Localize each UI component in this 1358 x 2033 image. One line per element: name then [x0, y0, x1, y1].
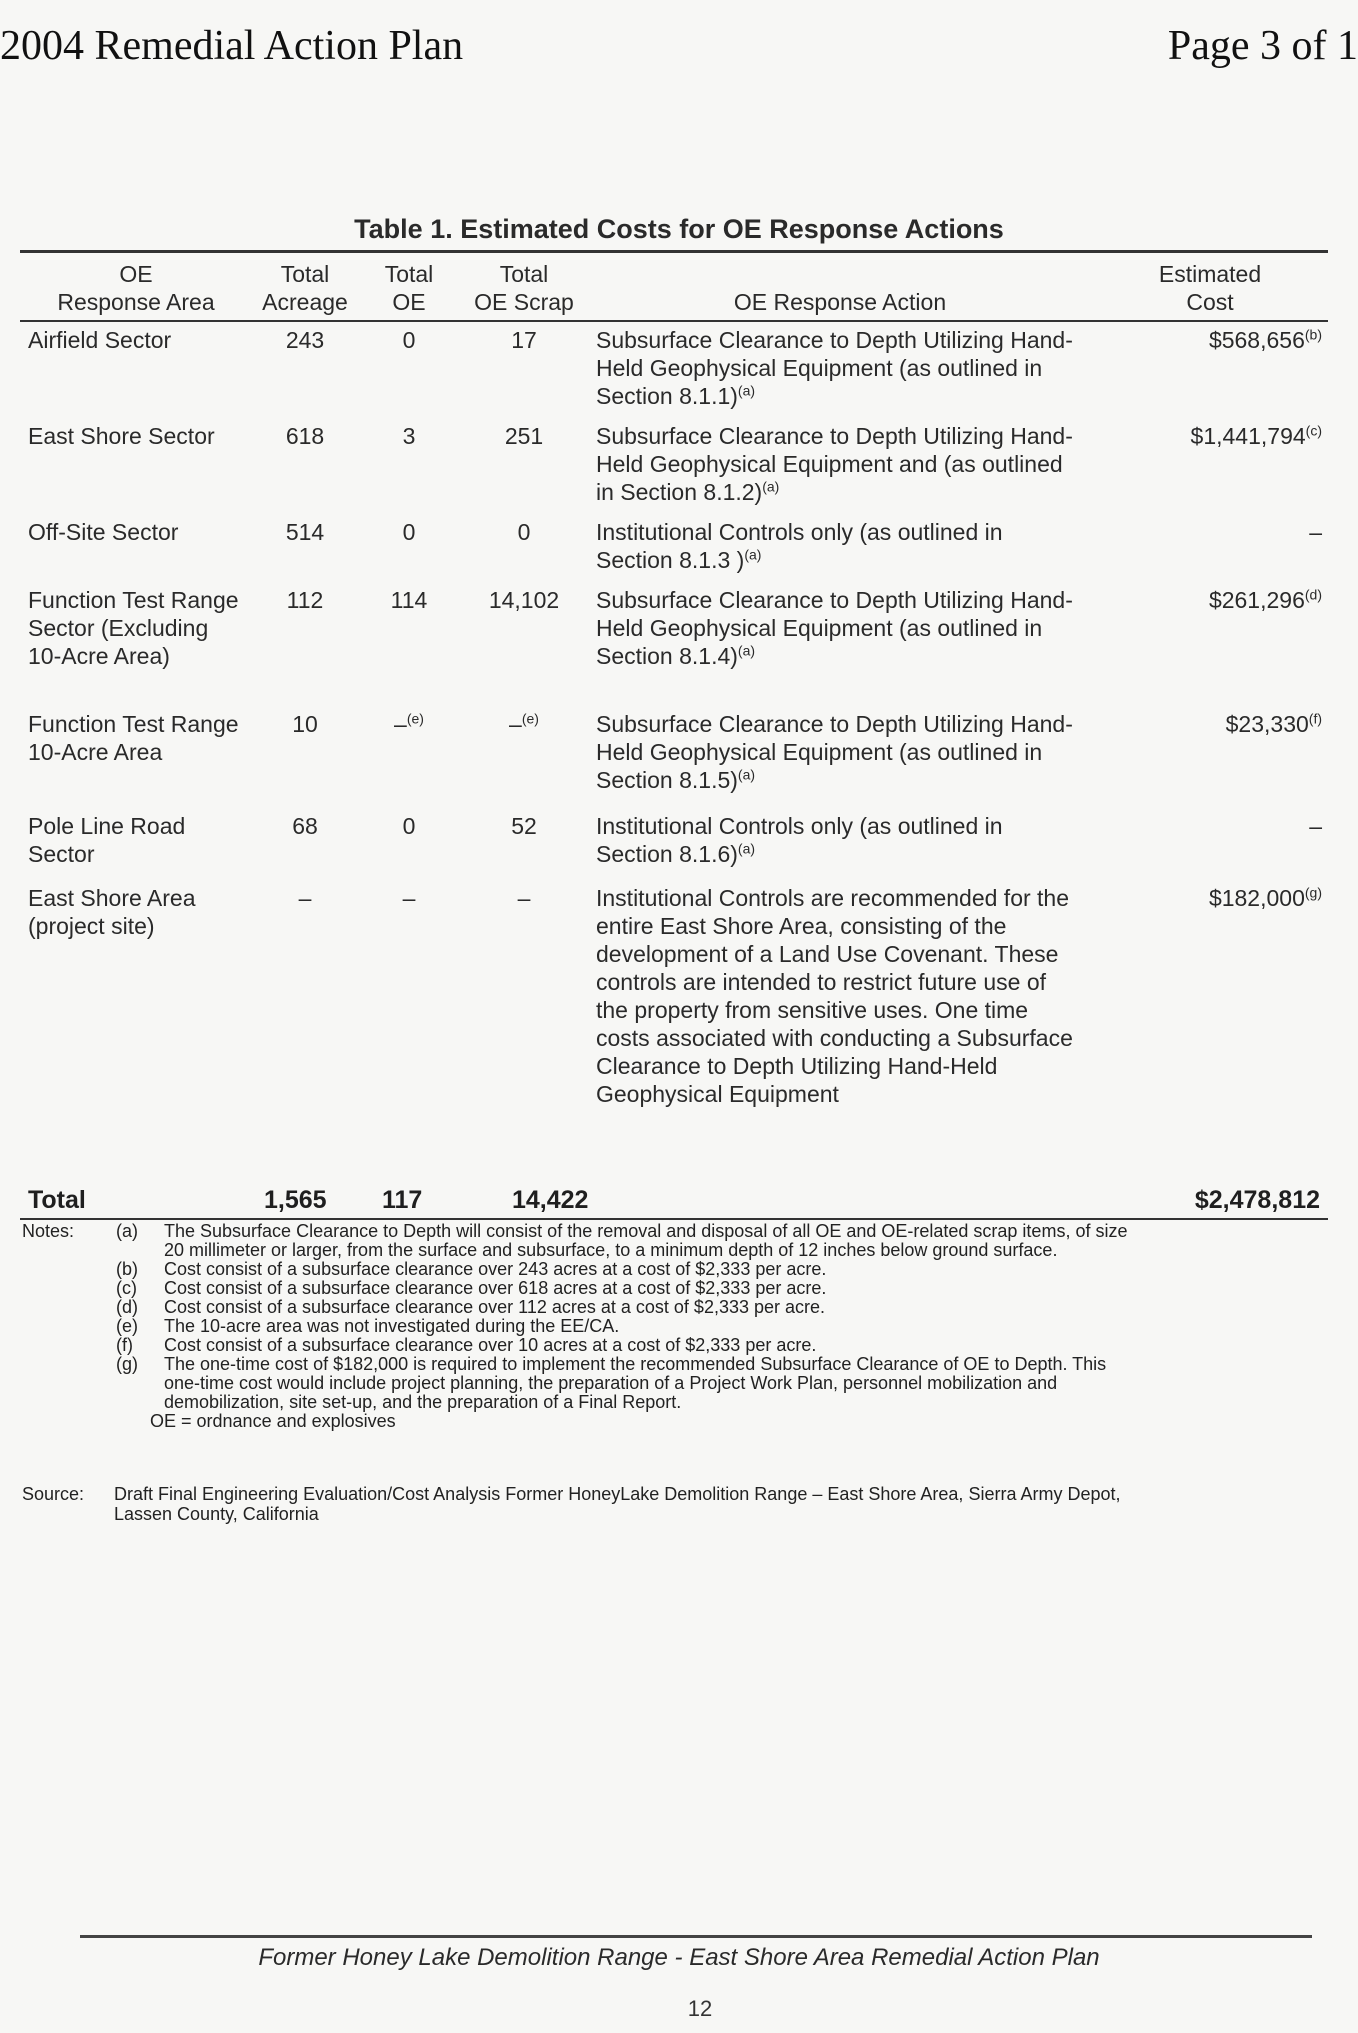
- table-title: Table 1. Estimated Costs for OE Response Actions: [354, 214, 1004, 244]
- cell-scrap: –$^{(e)}$: [509, 710, 539, 737]
- col-header-area: OE Response Area: [57, 261, 215, 315]
- note-text: Cost consist of a subsurface clearance over 112 acres at a cost of $2,333 per acre.: [164, 1297, 826, 1317]
- cell-action: Subsurface Clearance to Depth Utilizing Hand-Held Geophysical Equipment (as outlined in Section 8.1.5)$^{(a)}$: [596, 711, 1073, 793]
- table-row: [22, 512, 1330, 580]
- note-item: [22, 1222, 1322, 1241]
- cell-area: East Shore Area (project site): [28, 885, 196, 939]
- cell-acreage: 618: [285, 423, 325, 449]
- note-text: The one-time cost of $182,000 is required to implement the recommended Subsurface Clearance of OE to Depth. This: [164, 1354, 1107, 1374]
- note-item: [22, 1298, 1322, 1317]
- note-item: [22, 1374, 1322, 1393]
- source-line-1: Draft Final Engineering Evaluation/Cost Analysis Former HoneyLake Demolition Range – East Shore Area, Sierra Army Depot,: [114, 1484, 1121, 1504]
- cell-cost: $1,441,794$^{(c)}$: [1190, 422, 1322, 449]
- footnote-ref: (c): [1305, 422, 1322, 439]
- cell-acreage: 243: [285, 327, 325, 353]
- total-oe: 117: [382, 1186, 423, 1214]
- footnote-ref: (d): [1304, 586, 1322, 603]
- note-item: [22, 1336, 1322, 1355]
- footnote-ref: (a): [762, 478, 780, 495]
- note-key: (d): [116, 1297, 138, 1317]
- note-key: (g): [116, 1354, 138, 1374]
- cell-action: Institutional Controls only (as outlined in Section 8.1.6)$^{(a)}$: [596, 813, 1003, 867]
- note-text: 20 millimeter or larger, from the surface and subsurface, to a minimum depth of 12 inches below ground surface.: [164, 1240, 1058, 1260]
- total-scrap: 14,422: [512, 1186, 589, 1214]
- cell-action: Institutional Controls only (as outlined in Section 8.1.3 )$^{(a)}$: [596, 519, 1003, 573]
- footnote-ref: (e): [521, 710, 539, 727]
- note-text: The 10-acre area was not investigated during the EE/CA.: [164, 1316, 620, 1336]
- cell-area: Off-Site Sector: [28, 519, 179, 545]
- document-header-title: 2004 Remedial Action Plan: [0, 23, 464, 69]
- cell-area: Function Test Range 10-Acre Area: [28, 711, 239, 765]
- col-header-acreage: Total Acreage: [262, 261, 348, 315]
- source-label: Source:: [22, 1484, 85, 1504]
- cell-scrap: 14,102: [488, 587, 560, 613]
- note-key: (e): [116, 1316, 138, 1336]
- cell-oe: 0: [402, 327, 416, 353]
- cell-action: Subsurface Clearance to Depth Utilizing Hand-Held Geophysical Equipment (as outlined in Section 8.1.4)$^{(a)}$: [596, 587, 1073, 669]
- footnote-ref: (a): [737, 840, 756, 857]
- cell-acreage: 514: [285, 519, 325, 545]
- note-key: (a): [116, 1221, 138, 1241]
- page-number: 12: [687, 1996, 713, 2021]
- col-header-scrap: Total OE Scrap: [474, 261, 574, 315]
- cell-area: Pole Line Road Sector: [28, 813, 186, 867]
- col-header-action: OE Response Action: [733, 289, 947, 315]
- cell-action: Institutional Controls are recommended for the entire East Shore Area, consisting of the development of a Land Use Covenant. These controls are intended to restrict future use of the property from sensitive uses. One time costs associated with conducting a Subsurface Clearance to Depth Utilizing Hand-Held Geophysical Equipment: [596, 885, 1073, 1107]
- cell-acreage: 10: [292, 711, 318, 737]
- footnote-ref: (a): [737, 382, 756, 399]
- table-row: [22, 806, 1330, 878]
- cell-area: Airfield Sector: [28, 327, 172, 353]
- cell-acreage: –: [298, 885, 312, 911]
- cell-scrap: 17: [511, 327, 537, 353]
- cell-cost: $261,296$^{(d)}$: [1208, 586, 1322, 613]
- cell-action: Subsurface Clearance to Depth Utilizing Hand-Held Geophysical Equipment and (as outlined in Section 8.1.2)$^{(a)}$: [596, 423, 1073, 505]
- total-row: [22, 1186, 1330, 1220]
- cell-cost: –: [1309, 813, 1322, 839]
- total-label: Total: [28, 1186, 86, 1214]
- note-key: (b): [116, 1259, 138, 1279]
- note-text: one-time cost would include project planning, the preparation of a Project Work Plan, personnel mobilization and: [164, 1373, 1058, 1393]
- footer-rule: [80, 1935, 1312, 1938]
- note-item: [22, 1241, 1322, 1260]
- table-row: [22, 704, 1330, 806]
- total-cost: $2,478,812: [1194, 1186, 1320, 1214]
- cell-oe: 0: [402, 813, 416, 839]
- cell-scrap: 52: [511, 813, 537, 839]
- cell-scrap: 251: [504, 423, 544, 449]
- footnote-ref: (a): [744, 546, 762, 563]
- footnote-ref: (a): [737, 642, 756, 659]
- cell-acreage: 112: [286, 587, 324, 613]
- cell-cost: $23,330$^{(f)}$: [1225, 710, 1322, 737]
- note-key: (f): [116, 1335, 133, 1355]
- note-text: Cost consist of a subsurface clearance over 618 acres at a cost of $2,333 per acre.: [164, 1278, 827, 1298]
- note-text: Cost consist of a subsurface clearance over 243 acres at a cost of $2,333 per acre.: [164, 1259, 827, 1279]
- cell-cost: $568,656$^{(b)}$: [1208, 326, 1322, 353]
- note-key: (c): [116, 1278, 137, 1298]
- footnote-ref: (g): [1304, 884, 1322, 901]
- col-header-cost: Estimated Cost: [1158, 261, 1262, 315]
- cell-oe: 0: [402, 519, 416, 545]
- note-oe-definition: OE = ordnance and explosives: [150, 1411, 396, 1431]
- cell-oe: 3: [402, 423, 416, 449]
- note-text: Cost consist of a subsurface clearance over 10 acres at a cost of $2,333 per acre.: [164, 1335, 817, 1355]
- col-header-oe: Total OE: [384, 261, 434, 315]
- footnote-ref: (a): [737, 766, 756, 783]
- page-indicator: Page 3 of 1: [1167, 23, 1358, 69]
- table-row: [22, 878, 1330, 1148]
- table-row: [22, 416, 1330, 512]
- note-text: demobilization, site set-up, and the preparation of a Final Report.: [164, 1392, 682, 1412]
- notes-section: [22, 1222, 1322, 1431]
- cost-table: [22, 256, 1330, 1148]
- note-item: [22, 1355, 1322, 1374]
- footnote-ref: (b): [1304, 326, 1322, 343]
- total-acreage: 1,565: [264, 1186, 327, 1214]
- note-item: [22, 1393, 1322, 1412]
- footnote-ref: (f): [1308, 710, 1322, 727]
- table-row: [22, 320, 1330, 416]
- cell-area: East Shore Sector: [28, 423, 215, 449]
- cell-scrap: –: [517, 885, 531, 911]
- cell-scrap: 0: [517, 519, 531, 545]
- footnote-ref: (e): [406, 710, 424, 727]
- source-line-2: Lassen County, California: [114, 1504, 319, 1524]
- note-item: [22, 1279, 1322, 1298]
- cell-action: Subsurface Clearance to Depth Utilizing Hand-Held Geophysical Equipment (as outlined in Section 8.1.1)$^{(a)}$: [596, 327, 1073, 409]
- cell-cost: –: [1309, 519, 1322, 545]
- notes-label: Notes:: [22, 1221, 75, 1241]
- note-item: [22, 1317, 1322, 1336]
- footer-title: Former Honey Lake Demolition Range - East Shore Area Remedial Action Plan: [258, 1944, 1100, 1971]
- table-row: [22, 580, 1330, 704]
- cell-acreage: 68: [292, 813, 318, 839]
- cell-area: Function Test Range Sector (Excluding 10-Acre Area): [28, 587, 239, 669]
- cell-oe: 114: [390, 587, 428, 613]
- note-item: [22, 1260, 1322, 1279]
- cell-cost: $182,000$^{(g)}$: [1208, 884, 1322, 911]
- table-header-row: [22, 256, 1330, 320]
- cell-oe: –$^{(e)}$: [394, 710, 424, 737]
- note-text: The Subsurface Clearance to Depth will consist of the removal and disposal of all OE and OE-related scrap items, of size: [164, 1221, 1128, 1241]
- table-top-rule: [20, 250, 1328, 253]
- cell-oe: –: [402, 885, 416, 911]
